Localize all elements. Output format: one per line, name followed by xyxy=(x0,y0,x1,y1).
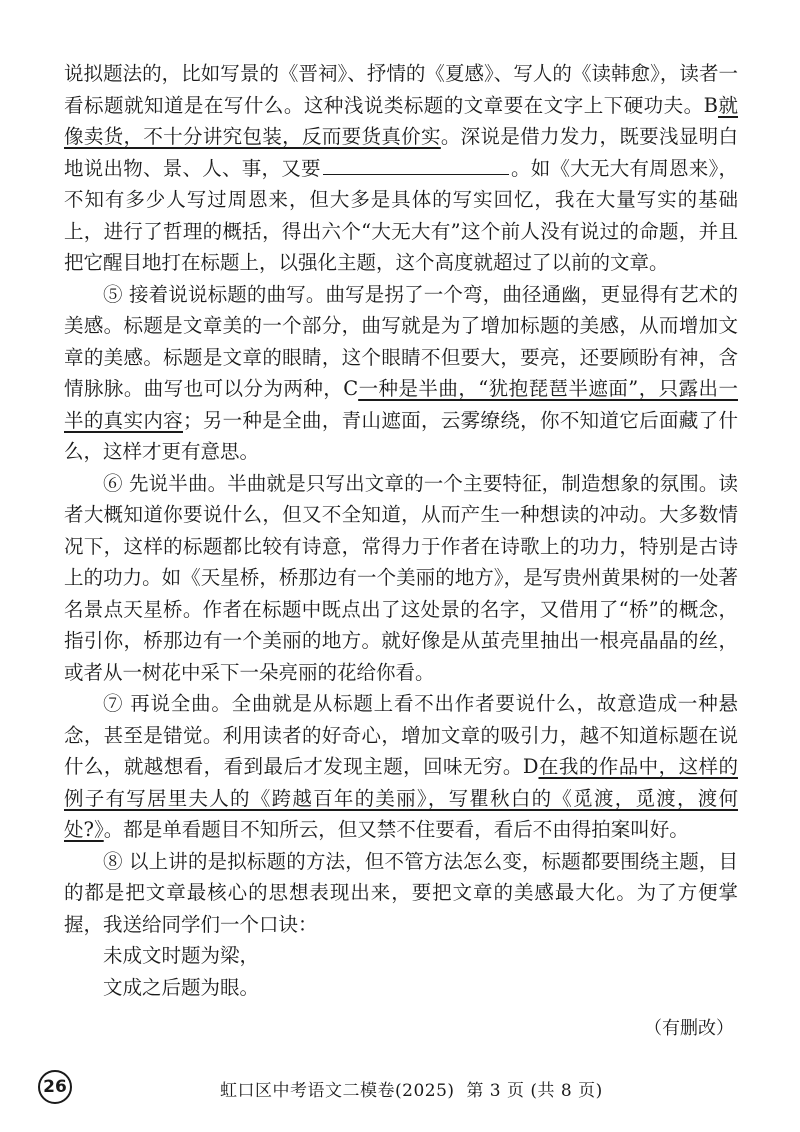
edit-note: （有删改） xyxy=(644,1018,734,1039)
paragraph-text: 。都是单看题目不知所云，但又禁不住要看，看后不由得拍案叫好。 xyxy=(103,818,689,841)
footer-exam-info: 虹口区中考语文二模卷(2025) 第 3 页 (共 8 页) xyxy=(220,1081,603,1101)
underlined-sentence-d: 在我的作品中，这样的例子有写居里夫人的《跨越百年的美丽》，写瞿秋白的《觅渡，觅渡，渡何处?》 xyxy=(64,755,738,841)
fill-in-blank[interactable] xyxy=(323,156,509,175)
paragraph-text: ⑦ 再说全曲。全曲就是从标题上看不出作者要说什么，故意造成一种悬念，甚至是错觉。利用读者的好奇心，增加文章的吸引力，越不知道标题在说什么，就越想看，看到最后才发现主题，回味无穷。D xyxy=(64,692,738,778)
page-footer xyxy=(0,1066,800,1106)
paragraph-5 xyxy=(64,279,738,468)
page-number-badge: 26 xyxy=(38,1070,72,1104)
paragraph-text: 。深说是借力发力，既要浅显明白地说出物、景、人、事，又要 xyxy=(64,125,738,180)
verse-line-2: 文成之后题为眼。 xyxy=(103,975,260,999)
paragraph-8: ⑧ 以上讲的是拟标题的方法，但不管方法怎么变，标题都要围绕主题，目的都是把文章最核心的思想表现出来，要把文章的美感最大化。为了方便掌握，我送给同学们一个口诀： xyxy=(64,849,738,936)
paragraph-4-continued xyxy=(64,58,738,279)
verse-line-1: 未成文时题为梁， xyxy=(103,944,260,967)
paragraph-text: 说拟题法的，比如写景的《晋祠》、抒情的《夏感》、写人的《读韩愈》，读者一看标题就知道是在写什么。这种浅说类标题的文章要在文字上下硬功夫。B xyxy=(64,62,738,117)
underlined-sentence-b: 就像卖货，不十分讲究包装，反而要货真价实 xyxy=(64,93,738,148)
paragraph-7 xyxy=(64,688,738,846)
underlined-sentence-c: 一种是半曲，“犹抱琵琶半遮面”，只露出一半的真实内容 xyxy=(64,377,738,432)
paragraph-6: ⑥ 先说半曲。半曲就是只写出文章的一个主要特征，制造想象的氛围。读者大概知道你要说什么，但又不全知道，从而产生一种想读的冲动。大多数情况下，这样的标题都比较有诗意，常得力于作者在诗歌上的功力，特别是古诗上的功力。如《天星桥，桥那边有一个美丽的地方》，是写贵州黄果树的一处著名景点天星桥。作者在标题中既点出了这处景的名字，又借用了“桥”的概念，指引你，桥那边有一个美丽的地方。就好像是从茧壳里抽出一根亮晶晶的丝，或者从一树花中采下一朵亮丽的花给你看。 xyxy=(64,471,738,684)
paragraph-text: 。如《大无大有周恩来》，不知有多少人写过周恩来，但大多是具体的写实回忆，我在大量写实的基础上，进行了哲理的概括，得出六个“大无大有”这个前人没有说过的命题，并且把它醒目地打在标题上，以强化主题，这个高度就超过了以前的文章。 xyxy=(64,156,738,274)
paragraph-text: ；另一种是全曲，青山遮面，云雾缭绕，你不知道它后面藏了什么，这样才更有意思。 xyxy=(64,408,738,463)
document-body xyxy=(64,58,738,1045)
paragraph-text: ⑤ 接着说说标题的曲写。曲写是拐了一个弯，曲径通幽，更显得有艺术的美感。标题是文章美的一个部分，曲写就是为了增加标题的美感，从而增加文章的美感。标题是文章的眼睛，这个眼睛不但要大，要亮，还要顾盼有神，含情脉脉。曲写也可以分为两种，C xyxy=(64,282,738,400)
